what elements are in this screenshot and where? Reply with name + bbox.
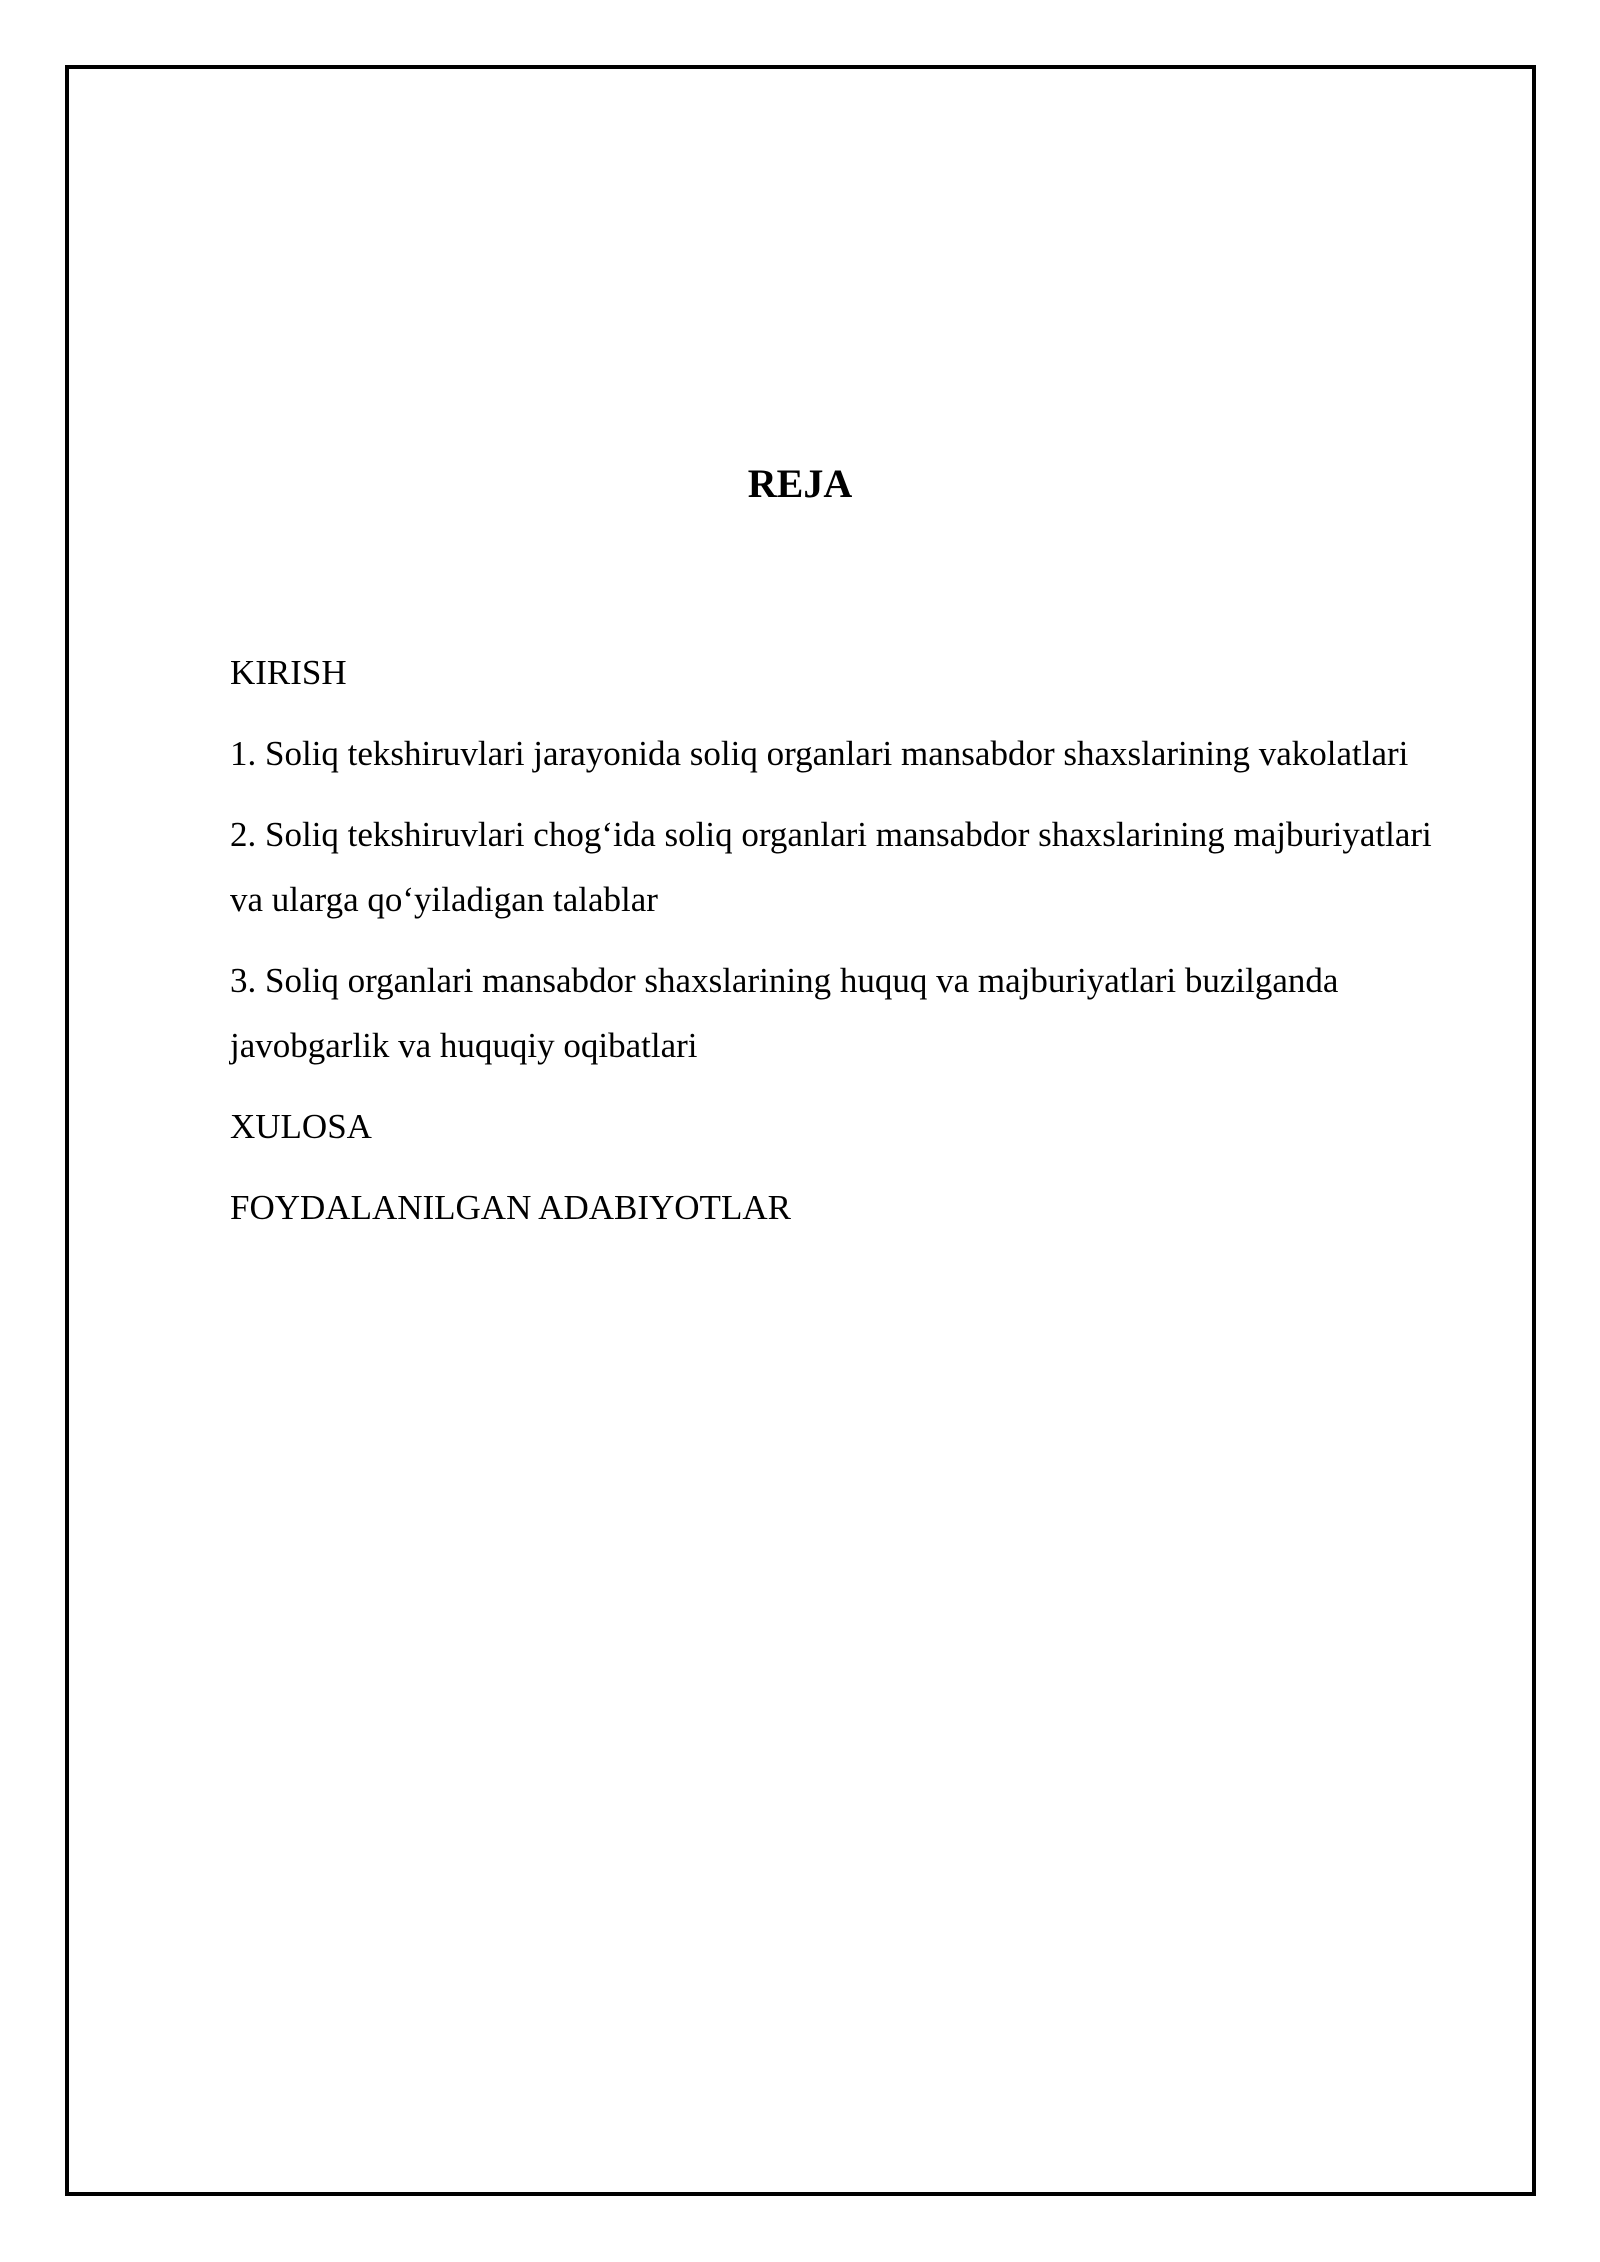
- plan-item-1: 1. Soliq tekshiruvlari jarayonida soliq organlari mansabdor shaxslarining vakolatlari: [230, 734, 1409, 773]
- plan-item-conclusion: XULOSA: [230, 1107, 372, 1146]
- plan-list: [230, 640, 1460, 1256]
- plan-item-2: 2. Soliq tekshiruvlari chog‘ida soliq organlari mansabdor shaxslarining majburiyatlari va ularga qo‘yiladigan talablar: [230, 815, 1432, 919]
- plan-item-references: FOYDALANILGAN ADABIYOTLAR: [230, 1188, 791, 1227]
- plan-item-introduction: KIRISH: [230, 653, 347, 692]
- page-title: REJA: [747, 461, 853, 506]
- plan-item-3: 3. Soliq organlari mansabdor shaxslarining huquq va majburiyatlari buzilganda javobgarlik va huquqiy oqibatlari: [230, 961, 1339, 1065]
